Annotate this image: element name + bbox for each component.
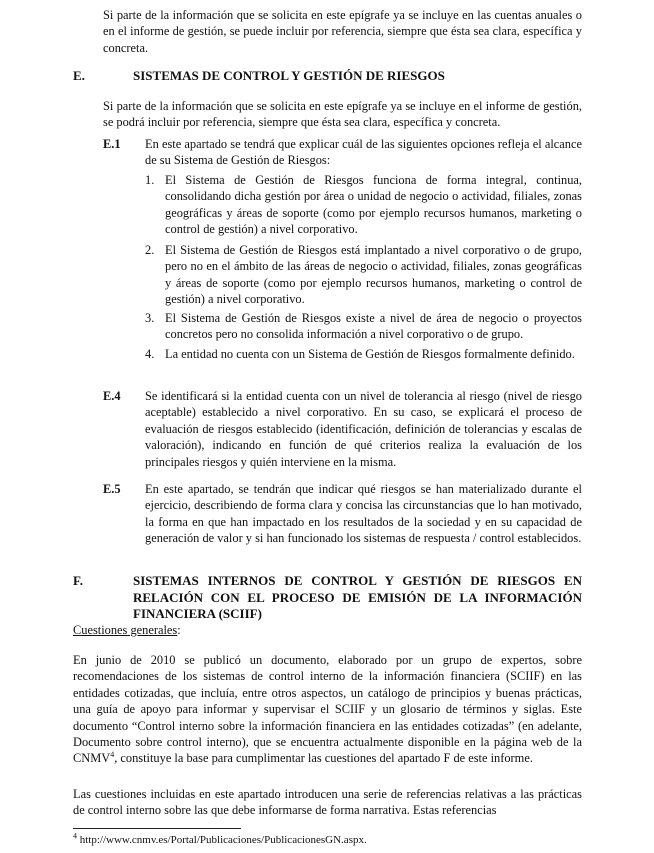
footnote-divider: [73, 828, 241, 829]
option-1-number: 1.: [145, 173, 155, 187]
footnote: [73, 831, 367, 847]
item-e5-text: En este apartado, se tendrán que indicar qué riesgos se han materializado durante el ejercicio, describiendo de forma clara y concisa las circunstancias que lo han motivado, la forma en que han impactado en los resultados de la sociedad y en su capacidad de generación de valor y si han funcionado los sistemas de respuesta / control establecidos.: [145, 482, 582, 546]
option-3-text: El Sistema de Gestión de Riesgos existe a nivel de área de negocio o proyectos concretos pero no consolida información a nivel corporativo o de grupo.: [165, 311, 582, 342]
subheading-text: Cuestiones generales: [73, 623, 178, 637]
item-e1-text: En este apartado se tendrá que explicar cuál de las siguientes opciones refleja el alcance de su Sistema de Gestión de Riesgos:: [145, 137, 582, 168]
option-4-number: 4.: [145, 347, 155, 361]
section-e-letter: E.: [73, 68, 85, 83]
paragraph-1-before: En junio de 2010 se publicó un documento, elaborado por un grupo de expertos, sobre recomendaciones de los sistemas de control interno de la información financiera (SCIIF) en las entidades cotizadas, que incluía, entre otros aspectos, un catálogo de principios y buenas prácticas, una guía de apoyo para informar y supervisar el SCIIF y un glosario de términos y siglas. Este documento “Control interno sobre la información financiera en las entidades cotizadas” (en adelante, Documento sobre control interno), que se encuentra actualmente disponible en la página web de la CNMV: [73, 653, 582, 766]
subheading-colon: :: [177, 623, 181, 637]
option-2-text: El Sistema de Gestión de Riesgos está implantado a nivel corporativo o de grupo, pero no en el ámbito de las áreas de negocio o actividad, filiales, zonas geográficas y áreas de soporte (como por ejemplo recursos humanos, marketing o control de gestión) a nivel corporativo.: [165, 243, 582, 307]
section-e-title: SISTEMAS DE CONTROL Y GESTIÓN DE RIESGOS: [133, 68, 445, 83]
section-f-paragraph-1: [73, 652, 582, 767]
item-e1-label: E.1: [103, 137, 121, 151]
paragraph-1-after: , constituye la base para cumplimentar las cuestiones del apartado F de este informe.: [114, 751, 533, 766]
section-f-title: SISTEMAS INTERNOS DE CONTROL Y GESTIÓN DE RIESGOS EN RELACIÓN CON EL PROCESO DE EMISIÓN DE LA INFORMACIÓN FINANCIERA (SCIIF): [133, 573, 582, 621]
section-e-intro: Si parte de la información que se solicita en este epígrafe ya se incluye en el informe de gestión, se podrá incluir por referencia, siempre que ésta sea clara, específica y concreta.: [103, 99, 582, 130]
item-e5-label: E.5: [103, 482, 121, 496]
option-2-number: 2.: [145, 243, 155, 257]
intro-paragraph: Si parte de la información que se solicita en este epígrafe ya se incluye en las cuentas anuales o en el informe de gestión, se puede incluir por referencia, siempre que ésta sea clara, específica y concreta.: [103, 8, 582, 55]
option-3-number: 3.: [145, 311, 155, 325]
section-f-letter: F.: [73, 573, 83, 588]
section-f-subheading: [73, 622, 582, 638]
footnote-url[interactable]: http://www.cnmv.es/Portal/Publicaciones/PublicacionesGN.aspx.: [77, 834, 367, 846]
option-4-text: La entidad no cuenta con un Sistema de Gestión de Riesgos formalmente definido.: [165, 347, 575, 361]
footnote-mark: 4: [73, 831, 77, 841]
item-e4-text: Se identificará si la entidad cuenta con un nivel de tolerancia al riesgo (nivel de riesgo aceptable) establecido a nivel corporativo. En su caso, se explicará el proceso de evaluación de riesgos establecido (identificación, definición de tolerancias y escalas de valoración), indicando en función de qué criterios realiza la evaluación de los principales riesgos y quién interviene en la misma.: [145, 389, 582, 469]
option-1-text: El Sistema de Gestión de Riesgos funciona de forma integral, continua, consolidando dicha gestión por área o unidad de negocio o actividad, filiales, zonas geográficas y áreas de soporte (como por ejemplo recursos humanos, marketing o control de gestión) a nivel corporativo.: [165, 173, 582, 237]
item-e4-label: E.4: [103, 389, 121, 403]
footnote-reference[interactable]: 4: [110, 750, 115, 760]
section-f-paragraph-2: Las cuestiones incluidas en este apartado introducen una serie de referencias relativas a las prácticas de control interno sobre las que debe informarse de forma narrativa. Estas referencias: [73, 787, 582, 818]
